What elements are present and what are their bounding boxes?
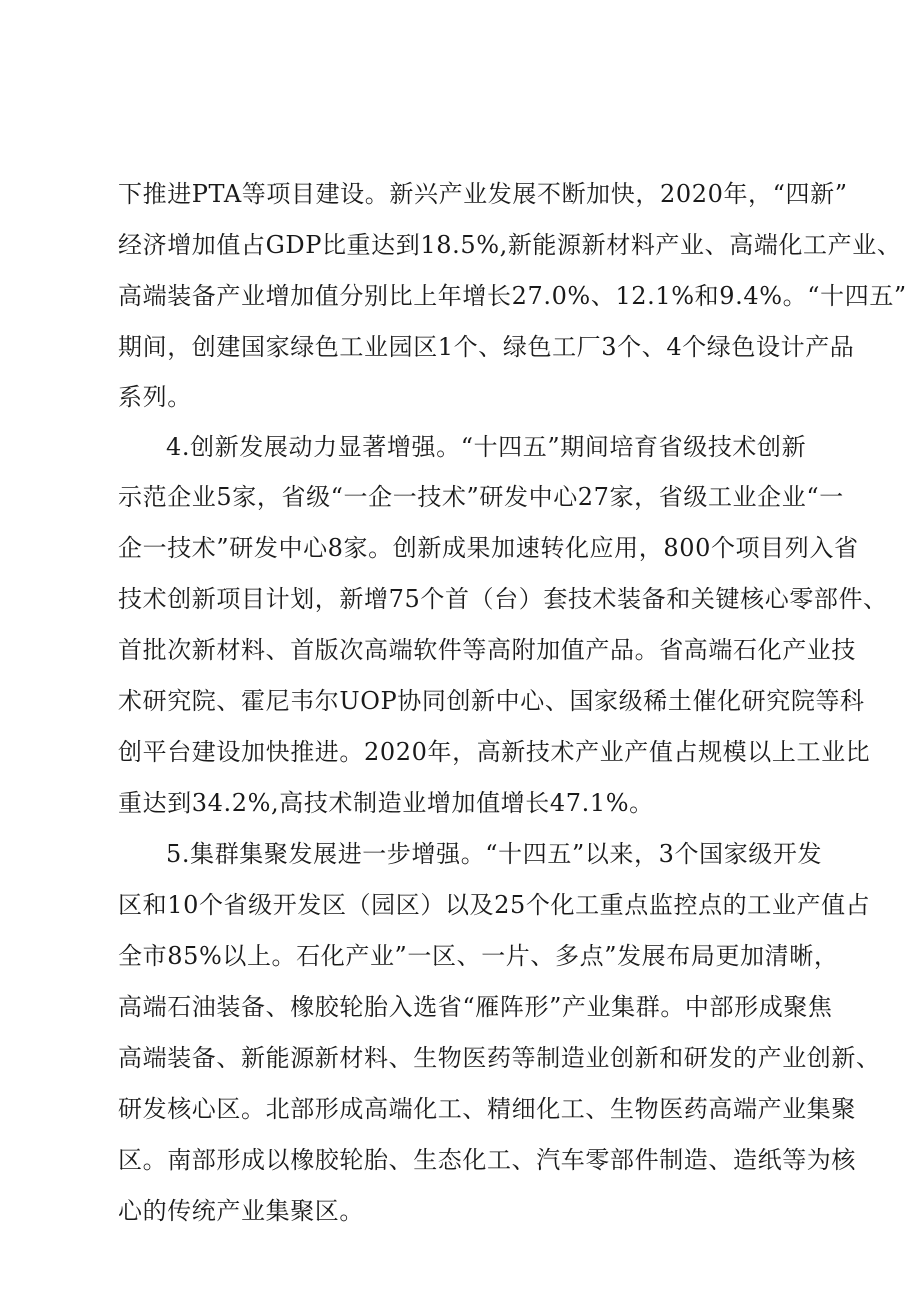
- text-line: 示范企业5家，省级“一企一技术”研发中心27家，省级工业企业“一: [118, 483, 844, 511]
- text-line: 5.集群集聚发展进一步增强。“十四五”以来，3个国家级开发: [166, 840, 823, 868]
- text-line: 区。南部形成以橡胶轮胎、生态化工、汽车零部件制造、造纸等为核: [118, 1146, 856, 1174]
- text-line: 创平台建设加快推进。2020年，高新技术产业产值占规模以上工业比: [118, 738, 871, 766]
- text-line: 企一技术”研发中心8家。创新成果加速转化应用，800个项目列入省: [118, 534, 859, 562]
- text-line: 术研究院、霍尼韦尔UOP协同创新中心、国家级稀土催化研究院等科: [118, 687, 865, 715]
- text-line: 系列。: [118, 383, 192, 411]
- text-line: 技术创新项目计划，新增75个首（台）套技术装备和关键核心零部件、: [118, 585, 888, 613]
- text-line: 高端装备产业增加值分别比上年增长27.0%、12.1%和9.4%。“十四五”: [118, 282, 907, 310]
- text-line: 4.创新发展动力显著增强。“十四五”期间培育省级技术创新: [166, 433, 807, 461]
- text-line: 下推进PTA等项目建设。新兴产业发展不断加快，2020年，“四新”: [118, 180, 848, 208]
- text-line: 研发核心区。北部形成高端化工、精细化工、生物医药高端产业集聚: [118, 1095, 856, 1123]
- text-line: 全市85%以上。石化产业”一区、一片、多点”发展布局更加清晰，: [118, 942, 839, 970]
- text-line: 高端装备、新能源新材料、生物医药等制造业创新和研发的产业创新、: [118, 1044, 881, 1072]
- text-line: 重达到34.2%,高技术制造业增加值增长47.1%。: [118, 789, 654, 817]
- text-line: 心的传统产业集聚区。: [118, 1197, 364, 1225]
- text-line: 高端石油装备、橡胶轮胎入选省“雁阵形”产业集群。中部形成聚焦: [118, 993, 833, 1021]
- text-line: 区和10个省级开发区（园区）以及25个化工重点监控点的工业产值占: [118, 891, 871, 919]
- text-line: 期间，创建国家绿色工业园区1个、绿色工厂3个、4个绿色设计产品: [118, 333, 855, 361]
- text-line: 首批次新材料、首版次高端软件等高附加值产品。省高端石化产业技: [118, 636, 856, 664]
- text-line: 经济增加值占GDP比重达到18.5%,新能源新材料产业、高端化工产业、: [118, 231, 902, 259]
